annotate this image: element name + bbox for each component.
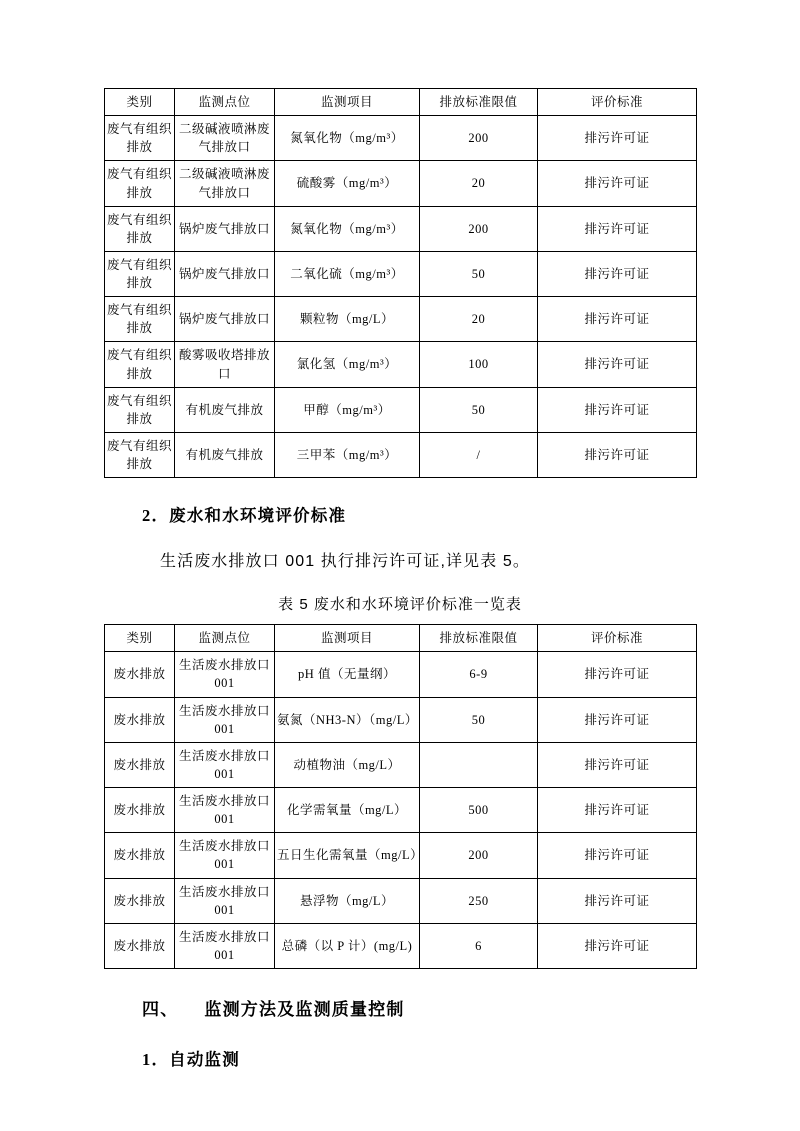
cell-limit: 250 (420, 878, 538, 923)
cell-evaluation-standard: 排污许可证 (538, 878, 697, 923)
cell-category: 废水排放 (105, 788, 175, 833)
cell-monitoring-point: 生活废水排放口 001 (175, 788, 275, 833)
cell-monitoring-point: 锅炉废气排放口 (175, 251, 275, 296)
section-number: 2． (142, 506, 170, 526)
cell-monitoring-item: 氯化氢（mg/m³） (275, 342, 420, 387)
table-row (105, 742, 697, 787)
section-heading-four (104, 995, 696, 1020)
cell-monitoring-point: 生活废水排放口 001 (175, 697, 275, 742)
table-row (105, 387, 697, 432)
wastewater-paragraph: 生活废水排放口 001 执行排污许可证,详见表 5。 (160, 553, 530, 571)
cell-evaluation-standard: 排污许可证 (538, 742, 697, 787)
table-row (105, 297, 697, 342)
cell-category: 废气有组织排放 (105, 342, 175, 387)
cell-evaluation-standard: 排污许可证 (538, 833, 697, 878)
cell-evaluation-standard: 排污许可证 (538, 387, 697, 432)
cell-limit: 6-9 (420, 652, 538, 697)
cell-monitoring-point: 酸雾吸收塔排放口 (175, 342, 275, 387)
cell-monitoring-item: 总磷（以 P 计）(mg/L) (275, 923, 420, 968)
cell-monitoring-item: 硫酸雾（mg/m³） (275, 161, 420, 206)
wastewater-standards-table (104, 624, 697, 969)
section-number: 1． (142, 1050, 170, 1069)
cell-limit: 6 (420, 923, 538, 968)
column-header-evaluation-standard: 评价标准 (538, 89, 697, 116)
cell-category: 废气有组织排放 (105, 297, 175, 342)
cell-monitoring-point: 锅炉废气排放口 (175, 206, 275, 251)
column-header-evaluation-standard: 评价标准 (538, 625, 697, 652)
cell-monitoring-point: 有机废气排放 (175, 387, 275, 432)
cell-monitoring-point: 锅炉废气排放口 (175, 297, 275, 342)
cell-monitoring-item: 氮氧化物（mg/m³） (275, 116, 420, 161)
cell-limit: 50 (420, 387, 538, 432)
cell-evaluation-standard: 排污许可证 (538, 652, 697, 697)
column-header-category: 类别 (105, 89, 175, 116)
cell-limit: 200 (420, 833, 538, 878)
column-header-limit: 排放标准限值 (420, 89, 538, 116)
cell-monitoring-point: 生活废水排放口 001 (175, 652, 275, 697)
cell-monitoring-item: 三甲苯（mg/m³） (275, 432, 420, 477)
cell-evaluation-standard: 排污许可证 (538, 297, 697, 342)
cell-evaluation-standard: 排污许可证 (538, 788, 697, 833)
cell-limit: 20 (420, 161, 538, 206)
cell-evaluation-standard: 排污许可证 (538, 251, 697, 296)
table-row (105, 342, 697, 387)
cell-monitoring-item: 甲醇（mg/m³） (275, 387, 420, 432)
cell-monitoring-point: 二级碱液喷淋废气排放口 (175, 161, 275, 206)
cell-limit: 200 (420, 206, 538, 251)
cell-monitoring-point: 生活废水排放口 001 (175, 923, 275, 968)
cell-evaluation-standard: 排污许可证 (538, 923, 697, 968)
column-header-monitoring-item: 监测项目 (275, 625, 420, 652)
cell-category: 废气有组织排放 (105, 251, 175, 296)
cell-limit: 500 (420, 788, 538, 833)
table-header-row (105, 625, 697, 652)
table-row (105, 251, 697, 296)
table-row (105, 116, 697, 161)
cell-category: 废水排放 (105, 742, 175, 787)
table-caption-wastewater: 表 5 废水和水环境评价标准一览表 (278, 596, 522, 614)
cell-category: 废气有组织排放 (105, 432, 175, 477)
cell-monitoring-item: 氮氧化物（mg/m³） (275, 206, 420, 251)
table-row (105, 923, 697, 968)
cell-limit: / (420, 432, 538, 477)
cell-evaluation-standard: 排污许可证 (538, 161, 697, 206)
cell-category: 废气有组织排放 (105, 206, 175, 251)
column-header-monitoring-point: 监测点位 (175, 89, 275, 116)
cell-limit (420, 742, 538, 787)
column-header-category: 类别 (105, 625, 175, 652)
cell-category: 废水排放 (105, 923, 175, 968)
table-row (105, 833, 697, 878)
section-heading-auto-monitoring (104, 1046, 696, 1070)
cell-monitoring-point: 生活废水排放口 001 (175, 833, 275, 878)
cell-category: 废水排放 (105, 652, 175, 697)
cell-monitoring-item: 五日生化需氧量（mg/L） (275, 833, 420, 878)
table-row (105, 652, 697, 697)
table-row (105, 206, 697, 251)
cell-limit: 100 (420, 342, 538, 387)
section-title: 监测方法及监测质量控制 (204, 1000, 405, 1019)
table-header-row (105, 89, 697, 116)
cell-monitoring-point: 生活废水排放口 001 (175, 742, 275, 787)
cell-category: 废气有组织排放 (105, 116, 175, 161)
cell-monitoring-item: 悬浮物（mg/L） (275, 878, 420, 923)
table-row (105, 788, 697, 833)
cell-limit: 20 (420, 297, 538, 342)
cell-monitoring-item: 氨氮（NH3-N）（mg/L） (275, 697, 420, 742)
cell-monitoring-point: 有机废气排放 (175, 432, 275, 477)
cell-evaluation-standard: 排污许可证 (538, 206, 697, 251)
cell-category: 废水排放 (105, 697, 175, 742)
cell-category: 废气有组织排放 (105, 161, 175, 206)
cell-monitoring-point: 二级碱液喷淋废气排放口 (175, 116, 275, 161)
cell-category: 废水排放 (105, 833, 175, 878)
section-title: 废水和水环境评价标准 (169, 507, 347, 526)
cell-category: 废水排放 (105, 878, 175, 923)
cell-category: 废气有组织排放 (105, 387, 175, 432)
cell-monitoring-item: 颗粒物（mg/L） (275, 297, 420, 342)
cell-monitoring-item: 动植物油（mg/L） (275, 742, 420, 787)
cell-limit: 50 (420, 251, 538, 296)
column-header-monitoring-point: 监测点位 (175, 625, 275, 652)
cell-evaluation-standard: 排污许可证 (538, 116, 697, 161)
section-number: 四、 (142, 1000, 179, 1019)
table-row (105, 432, 697, 477)
column-header-limit: 排放标准限值 (420, 625, 538, 652)
air-emission-standards-table (104, 88, 697, 478)
table-row (105, 878, 697, 923)
cell-monitoring-point: 生活废水排放口 001 (175, 878, 275, 923)
cell-limit: 50 (420, 697, 538, 742)
cell-monitoring-item: 二氧化硫（mg/m³） (275, 251, 420, 296)
cell-evaluation-standard: 排污许可证 (538, 342, 697, 387)
section-title: 自动监测 (169, 1051, 240, 1069)
cell-evaluation-standard: 排污许可证 (538, 432, 697, 477)
column-header-monitoring-item: 监测项目 (275, 89, 420, 116)
table-row (105, 161, 697, 206)
cell-monitoring-item: pH 值（无量纲） (275, 652, 420, 697)
cell-monitoring-item: 化学需氧量（mg/L） (275, 788, 420, 833)
cell-evaluation-standard: 排污许可证 (538, 697, 697, 742)
section-heading-wastewater (104, 502, 696, 526)
cell-limit: 200 (420, 116, 538, 161)
table-row (105, 697, 697, 742)
